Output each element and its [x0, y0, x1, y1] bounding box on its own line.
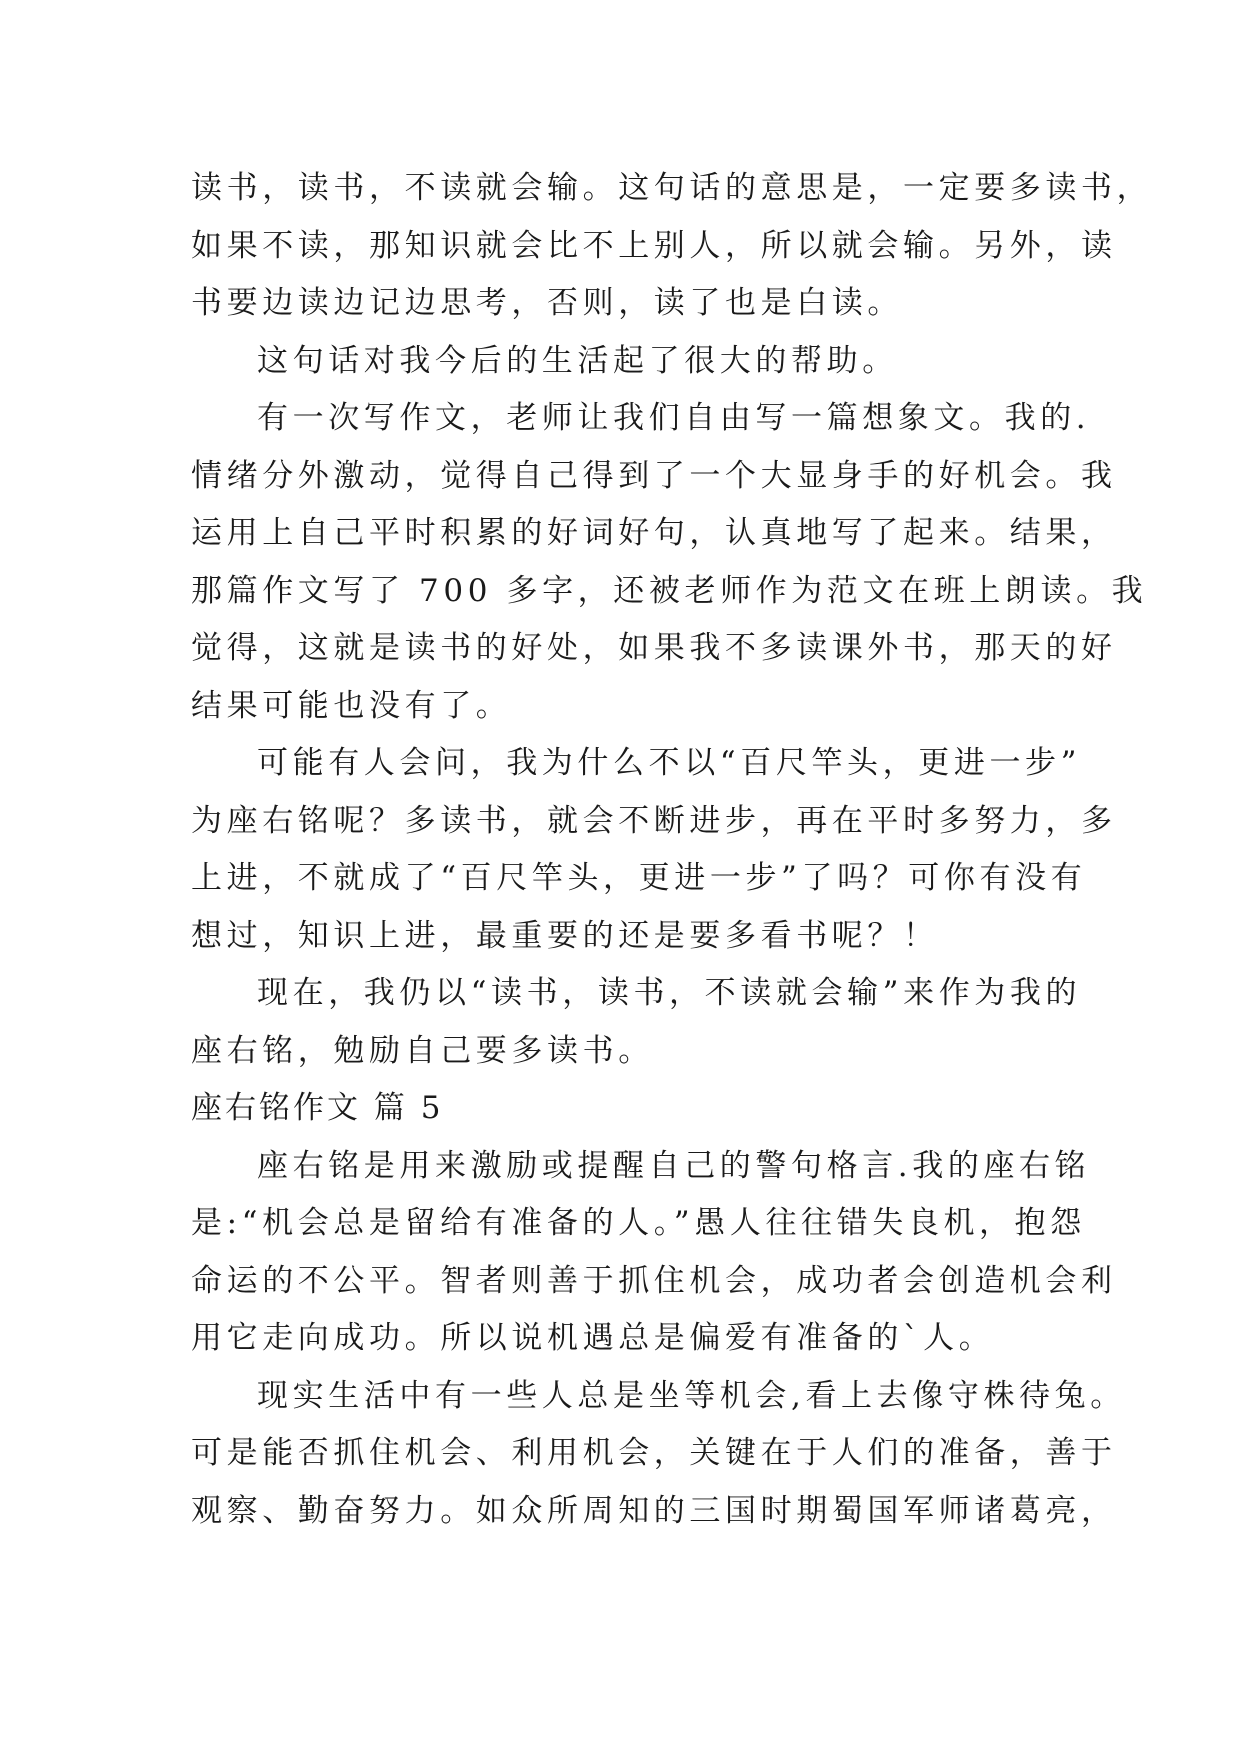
paragraph-line: 结果可能也没有了。 [191, 687, 512, 724]
paragraph-line: 那篇作文写了 700 多字，还被老师作为范文在班上朗读。我 [191, 572, 1148, 609]
paragraph-line: 这句话对我今后的生活起了很大的帮助。 [257, 342, 898, 379]
paragraph-line: 为座右铭呢？多读书，就会不断进步，再在平时多努力，多 [191, 802, 1117, 839]
paragraph-line: 书要边读边记边思考，否则，读了也是白读。 [191, 285, 903, 321]
paragraph-line: 观察、勤奋努力。如众所周知的三国时期蜀国军师诸葛亮， [191, 1492, 1117, 1529]
paragraph-line: 用它走向成功。所以说机遇总是偏爱有准备的`人。 [191, 1320, 995, 1356]
paragraph-line: 座右铭，勉励自己要多读书。 [191, 1032, 654, 1069]
paragraph-line: 觉得，这就是读书的好处，如果我不多读课外书，那天的好 [191, 630, 1117, 666]
paragraph-line: 座右铭是用来激励或提醒自己的警句格言.我的座右铭 [257, 1147, 1091, 1184]
paragraph-line: 可是能否抓住机会、利用机会，关键在于人们的准备，善于 [191, 1435, 1117, 1471]
paragraph-line: 可能有人会问，我为什么不以“百尺竿头，更进一步” [257, 745, 1082, 781]
paragraph-line: 有一次写作文，老师让我们自由写一篇想象文。我的. [257, 400, 1091, 436]
paragraph-line: 读书，读书，不读就会输。这句话的意思是，一定要多读书， [191, 170, 1153, 206]
paragraph-line: 上进，不就成了“百尺竿头，更进一步”了吗？可你有没有 [191, 860, 1087, 896]
paragraph-line: 想过，知识上进，最重要的还是要多看书呢？！ [191, 917, 939, 954]
paragraph-line: 现在，我仍以“读书，读书，不读就会输”来作为我的 [257, 975, 1082, 1011]
paragraph-line: 命运的不公平。智者则善于抓住机会，成功者会创造机会利 [191, 1262, 1117, 1299]
section-heading: 座右铭作文 篇 5 [191, 1090, 444, 1126]
paragraph-line: 情绪分外激动，觉得自己得到了一个大显身手的好机会。我 [191, 457, 1117, 494]
document-body [191, 160, 1153, 1540]
paragraph-line: 如果不读，那知识就会比不上别人，所以就会输。另外，读 [191, 227, 1117, 264]
paragraph-line: 是:“机会总是留给有准备的人。”愚人往往错失良机，抱怨 [191, 1205, 1086, 1241]
paragraph-line: 运用上自己平时积累的好词好句，认真地写了起来。结果， [191, 515, 1117, 551]
paragraph-line: 现实生活中有一些人总是坐等机会,看上去像守株待兔。 [257, 1377, 1126, 1414]
